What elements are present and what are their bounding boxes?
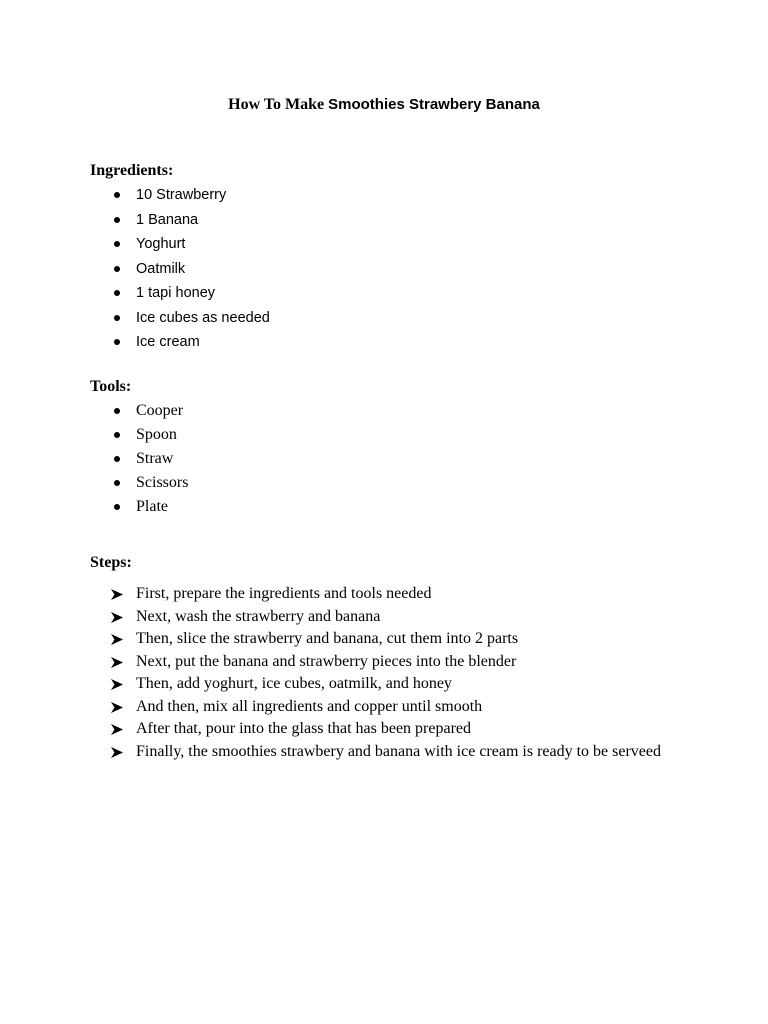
- list-item: First, prepare the ingredients and tools needed: [0, 583, 768, 606]
- list-item: After that, pour into the glass that has been prepared: [0, 718, 768, 741]
- bullet-icon: [114, 339, 120, 345]
- tools-list: [0, 399, 188, 519]
- list-item: Spoon: [0, 423, 188, 447]
- list-item: 10 Strawberry: [0, 183, 270, 208]
- list-item: Cooper: [0, 399, 188, 423]
- ingredients-list: [0, 183, 270, 355]
- bullet-icon: [114, 266, 120, 272]
- list-item: Next, put the banana and strawberry pieces into the blender: [0, 651, 768, 674]
- arrow-bullet-icon: [111, 634, 123, 645]
- bullet-icon: [114, 456, 120, 462]
- ingredients-heading: Ingredients:: [90, 162, 174, 179]
- steps-list: [0, 583, 768, 763]
- bullet-icon: [114, 480, 120, 486]
- list-item: Oatmilk: [0, 257, 270, 282]
- arrow-bullet-icon: [111, 747, 123, 758]
- list-item: Ice cubes as needed: [0, 306, 270, 331]
- bullet-icon: [114, 408, 120, 414]
- bullet-icon: [114, 217, 120, 223]
- title-sans-part: Smoothies Strawbery Banana: [328, 96, 540, 113]
- tools-heading: Tools:: [90, 378, 132, 395]
- bullet-icon: [114, 241, 120, 247]
- list-item: 1 tapi honey: [0, 281, 270, 306]
- arrow-bullet-icon: [111, 702, 123, 713]
- arrow-bullet-icon: [111, 724, 123, 735]
- title-serif-part: How To Make: [228, 96, 329, 113]
- arrow-bullet-icon: [111, 657, 123, 668]
- steps-heading: Steps:: [90, 554, 132, 571]
- list-item: Yoghurt: [0, 232, 270, 257]
- list-item: Plate: [0, 495, 188, 519]
- arrow-bullet-icon: [111, 679, 123, 690]
- list-item: 1 Banana: [0, 208, 270, 233]
- page-title: [0, 94, 768, 116]
- list-item: Scissors: [0, 471, 188, 495]
- list-item: Finally, the smoothies strawbery and banana with ice cream is ready to be serveed: [0, 741, 768, 764]
- bullet-icon: [114, 432, 120, 438]
- list-item: Then, add yoghurt, ice cubes, oatmilk, and honey: [0, 673, 768, 696]
- list-item: Straw: [0, 447, 188, 471]
- bullet-icon: [114, 504, 120, 510]
- list-item: And then, mix all ingredients and copper until smooth: [0, 696, 768, 719]
- arrow-bullet-icon: [111, 589, 123, 600]
- bullet-icon: [114, 315, 120, 321]
- list-item: Then, slice the strawberry and banana, cut them into 2 parts: [0, 628, 768, 651]
- bullet-icon: [114, 192, 120, 198]
- list-item: Next, wash the strawberry and banana: [0, 606, 768, 629]
- bullet-icon: [114, 290, 120, 296]
- arrow-bullet-icon: [111, 612, 123, 623]
- list-item: Ice cream: [0, 330, 270, 355]
